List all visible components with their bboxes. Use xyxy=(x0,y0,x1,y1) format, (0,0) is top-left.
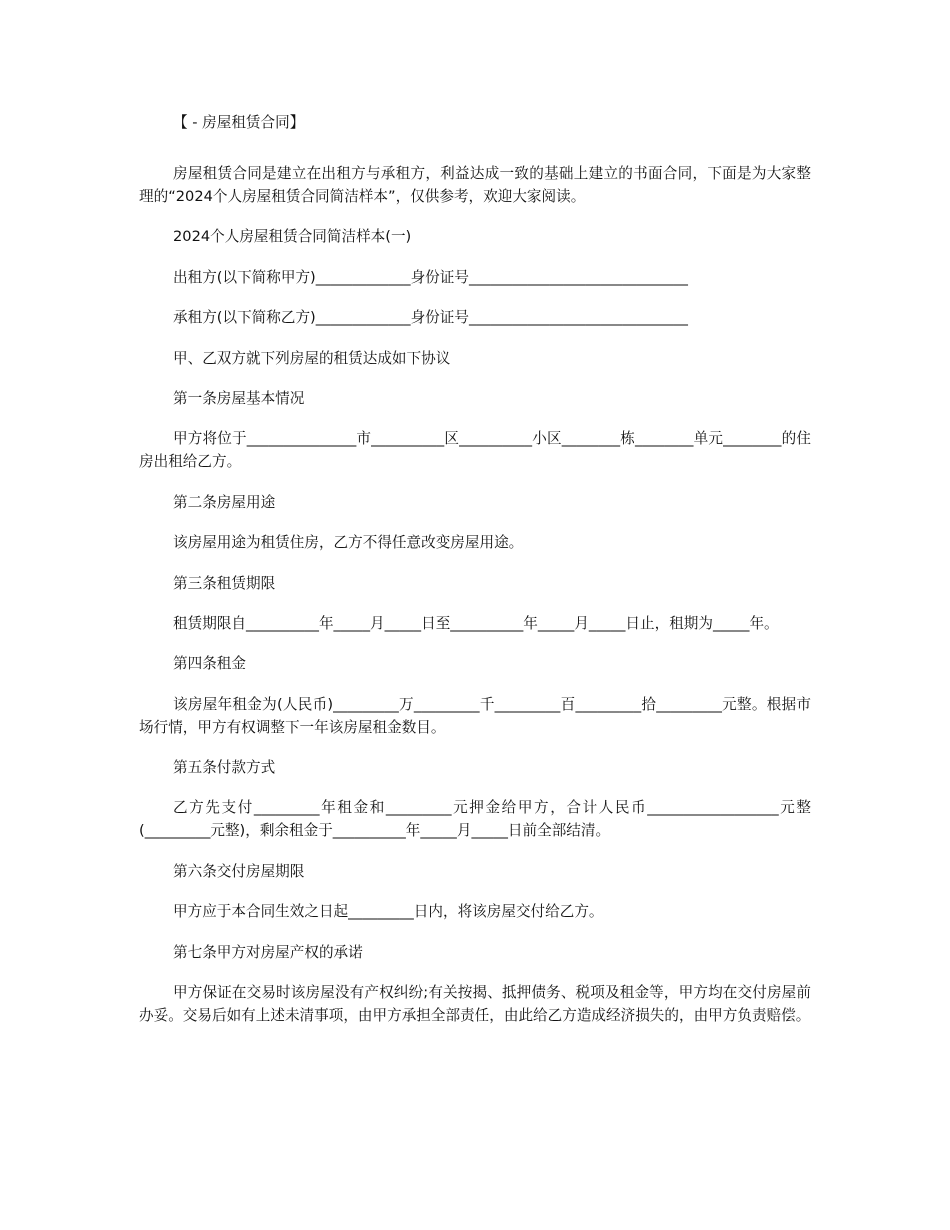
article-1-heading: 第一条房屋基本情况 xyxy=(173,389,305,407)
article-2-body: 该房屋用途为租赁住房，乙方不得任意改变房屋用途。 xyxy=(173,534,524,552)
lessee-line: 承租方(以下简称乙方)_____________身份证号______________________________ xyxy=(173,309,688,327)
article-2-heading: 第二条房屋用途 xyxy=(173,493,276,511)
lessor-line: 出租方(以下简称甲方)_____________身份证号______________________________ xyxy=(173,268,688,286)
sample-title: 2024个人房屋租赁合同简洁样本(一) xyxy=(173,228,412,246)
article-6-body: 甲方应于本合同生效之日起_________日内，将该房屋交付给乙方。 xyxy=(173,903,604,921)
article-7-body: 甲方保证在交易时该房屋没有产权纠纷;有关按揭、抵押债务、税项及租金等，甲方均在交付房屋前办妥。交易后如有上述未清事项，由甲方承担全部责任，由此给乙方造成经济损失的，由甲方负责赔偿。 xyxy=(139,984,811,1025)
article-5-heading: 第五条付款方式 xyxy=(173,759,276,777)
document-page xyxy=(139,111,811,1044)
article-3-body: 租赁期限自__________年_____月_____日至__________年_____月_____日止，租期为_____年。 xyxy=(173,614,779,632)
document-heading: 【 - 房屋租赁合同】 xyxy=(173,114,305,131)
article-3-heading: 第三条租赁期限 xyxy=(173,574,276,592)
intro-paragraph: 房屋租赁合同是建立在出租方与承租方，利益达成一致的基础上建立的书面合同，下面是为大家整理的“2024个人房屋租赁合同简洁样本”，仅供参考，欢迎大家阅读。 xyxy=(139,165,811,205)
article-4-body: 该房屋年租金为(人民币)_________万_________千_________百_________拾_________元整。根据市场行情，甲方有权调整下一年该房屋租金数目。 xyxy=(139,695,811,736)
agreement-intro: 甲、乙双方就下列房屋的租赁达成如下协议 xyxy=(173,349,451,367)
article-1-body: 甲方将位于_______________市__________区__________小区________栋________单元________的住房出租给乙方。 xyxy=(139,430,811,471)
article-7-heading: 第七条甲方对房屋产权的承诺 xyxy=(173,943,363,961)
article-6-heading: 第六条交付房屋期限 xyxy=(173,862,305,880)
article-4-heading: 第四条租金 xyxy=(173,655,246,673)
article-5-body: 乙方先支付_________年租金和_________元押金给甲方，合计人民币__________________元整(_________元整)，剩余租金于__________年_____月_____日前全部结清。 xyxy=(139,799,811,840)
